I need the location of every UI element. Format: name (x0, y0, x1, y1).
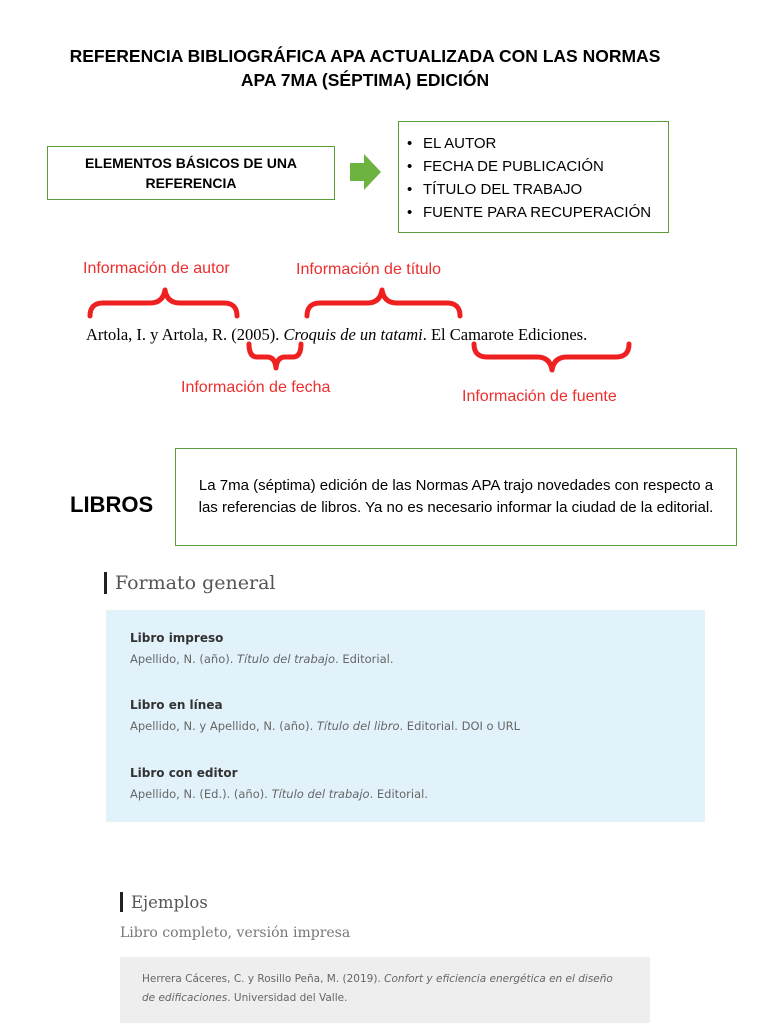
example-italic: Confort y eficiencia energética en el diseño de edificaciones (142, 973, 613, 1004)
list-item: • FECHA DE PUBLICACIÓN (407, 155, 660, 178)
brace-fecha (249, 344, 301, 368)
list-item: • TÍTULO DEL TRABAJO (407, 178, 660, 201)
entry-format (130, 717, 520, 735)
example-pre: Herrera Cáceres, C. y Rosillo Peña, M. (2019). (142, 973, 385, 985)
label-fuente: Información de fuente (462, 388, 617, 405)
example-post: . Universidad del Valle. (227, 992, 348, 1004)
brace-fuente (474, 344, 629, 370)
list-item: • EL AUTOR (407, 132, 660, 155)
heading-bar (120, 892, 123, 912)
format-entry (130, 630, 394, 668)
entry-label: Libro en línea (130, 698, 223, 712)
label-titulo: Información de título (296, 261, 441, 278)
list-item: • FUENTE PARA RECUPERACIÓN (407, 201, 660, 224)
ejemplos-subheading: Libro completo, versión impresa (120, 925, 351, 941)
libros-note: La 7ma (séptima) edición de las Normas APA trajo novedades con respecto a las referencias de libros. Ya no es necesario informar la ciudad de la editorial. (198, 477, 714, 516)
braces-diagram (0, 0, 768, 420)
entry-post: . Editorial. (369, 787, 429, 801)
entry-format (130, 785, 428, 803)
citation-rest: . El Camarote Ediciones. (422, 325, 588, 344)
entry-pre: Apellido, N. (año). (130, 652, 238, 666)
citation-title: Croquis de un tatami (283, 325, 423, 344)
formato-heading (104, 572, 276, 594)
example-panel (120, 957, 650, 1023)
ejemplos-heading-text: Ejemplos (131, 892, 208, 912)
title-line-2: APA 7MA (SÉPTIMA) EDICIÓN (240, 70, 490, 90)
citation-authors: Artola, I. y Artola, R. (2005). (86, 325, 284, 344)
entry-italic: Título del trabajo (237, 652, 336, 666)
entry-format (130, 650, 394, 668)
entry-pre: Apellido, N. (Ed.). (año). (130, 787, 272, 801)
brace-titulo (307, 290, 460, 316)
libros-note-box (175, 448, 737, 546)
citation-example (86, 325, 587, 345)
entry-italic: Título del libro (316, 719, 400, 733)
heading-bar (104, 572, 107, 594)
title-line-1: REFERENCIA BIBLIOGRÁFICA APA ACTUALIZADA CON LAS NORMAS (69, 46, 661, 66)
entry-post: . Editorial. DOI o URL (399, 719, 521, 733)
entry-italic: Título del trabajo (271, 787, 370, 801)
entry-pre: Apellido, N. y Apellido, N. (año). (130, 719, 317, 733)
brace-autor (90, 290, 237, 316)
entry-label: Libro con editor (130, 766, 238, 780)
elements-box-label: ELEMENTOS BÁSICOS DE UNA REFERENCIA (84, 155, 298, 191)
format-entry (130, 765, 428, 803)
libros-heading: LIBROS (70, 492, 154, 517)
label-autor: Información de autor (83, 260, 230, 277)
entry-label: Libro impreso (130, 631, 224, 645)
entry-post: . Editorial. (335, 652, 394, 666)
formato-panel (106, 610, 705, 822)
formato-heading-text: Formato general (115, 572, 276, 594)
ejemplos-heading (120, 892, 208, 912)
format-entry (130, 697, 520, 735)
label-fecha: Información de fecha (181, 379, 331, 396)
